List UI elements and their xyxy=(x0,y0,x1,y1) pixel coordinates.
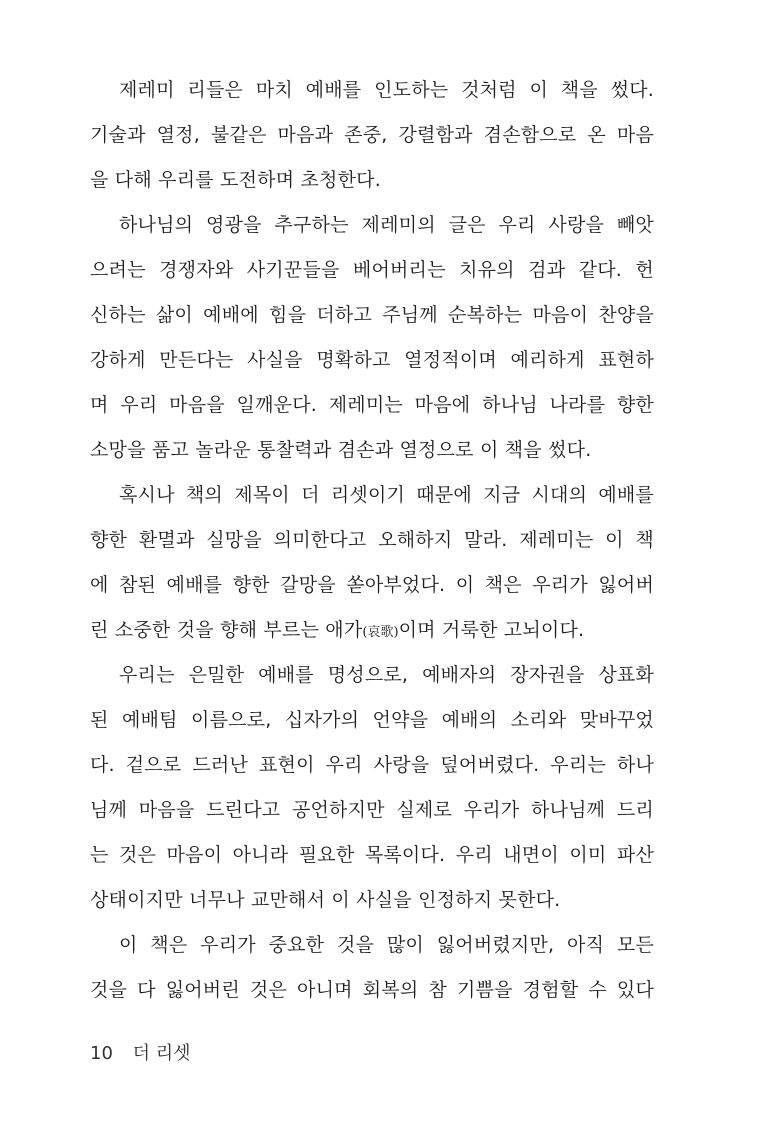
paragraph-5 xyxy=(90,933,654,1003)
text-line: 이 책은 우리가 중요한 것을 많이 잃어버렸지만, 아직 모든 xyxy=(119,934,654,956)
text-line: 것을 다 잃어버린 것은 아니며 회복의 참 기쁨을 경험할 수 있다 xyxy=(90,979,654,1001)
text-line: 신하는 삶이 예배에 힘을 더하고 주님께 순복하는 마음이 찬양을 xyxy=(90,304,654,326)
text-line: 하나님의 영광을 추구하는 제레미의 글은 우리 사랑을 빼앗 xyxy=(119,214,654,236)
text-segment: 린 소중한 것을 향해 부르는 애가 xyxy=(90,619,363,641)
text-line: 기술과 열정, 불같은 마음과 존중, 강렬함과 겸손함으로 온 마음 xyxy=(90,124,654,146)
text-line: 우리는 은밀한 예배를 명성으로, 예배자의 장자권을 상표화 xyxy=(119,664,654,686)
text-segment: 이며 거룩한 고뇌이다. xyxy=(398,619,585,641)
text-line: 님께 마음을 드린다고 공언하지만 실제로 우리가 하나님께 드리 xyxy=(90,799,654,821)
paragraph-4 xyxy=(90,663,654,913)
text-line: 을 다해 우리를 도전하며 초청한다. xyxy=(90,169,381,191)
page-body xyxy=(90,78,654,1023)
paragraph-2 xyxy=(90,213,654,463)
text-line: 된 예배팀 이름으로, 십자가의 언약을 예배의 소리와 맞바꾸었 xyxy=(90,709,654,731)
text-line: 강하게 만든다는 사실을 명확하고 열정적이며 예리하게 표현하 xyxy=(90,349,654,371)
page-footer xyxy=(90,1043,191,1065)
text-line: 상태이지만 너무나 교만해서 이 사실을 인정하지 못한다. xyxy=(90,889,561,911)
page-number: 10 xyxy=(90,1043,113,1064)
hanja-annotation: (哀歌) xyxy=(362,625,399,640)
running-title: 더 리셋 xyxy=(132,1043,191,1064)
text-line: 으려는 경쟁자와 사기꾼들을 베어버리는 치유의 검과 같다. 헌 xyxy=(90,259,654,281)
text-line xyxy=(90,618,654,643)
text-line: 며 우리 마음을 일깨운다. 제레미는 마음에 하나님 나라를 향한 xyxy=(90,394,654,416)
text-line: 다. 겉으로 드러난 표현이 우리 사랑을 덮어버렸다. 우리는 하나 xyxy=(90,754,654,776)
paragraph-1 xyxy=(90,78,654,193)
paragraph-3 xyxy=(90,483,654,643)
text-line: 혹시나 책의 제목이 더 리셋이기 때문에 지금 시대의 예배를 xyxy=(119,484,654,506)
text-line: 에 참된 예배를 향한 갈망을 쏟아부었다. 이 책은 우리가 잃어버 xyxy=(90,574,654,596)
text-line: 는 것은 마음이 아니라 필요한 목록이다. 우리 내면이 이미 파산 xyxy=(90,844,654,866)
text-line: 향한 환멸과 실망을 의미한다고 오해하지 말라. 제레미는 이 책 xyxy=(90,529,654,551)
text-line: 소망을 품고 놀라운 통찰력과 겸손과 열정으로 이 책을 썼다. xyxy=(90,439,592,461)
text-line: 제레미 리들은 마치 예배를 인도하는 것처럼 이 책을 썼다. xyxy=(119,79,654,101)
